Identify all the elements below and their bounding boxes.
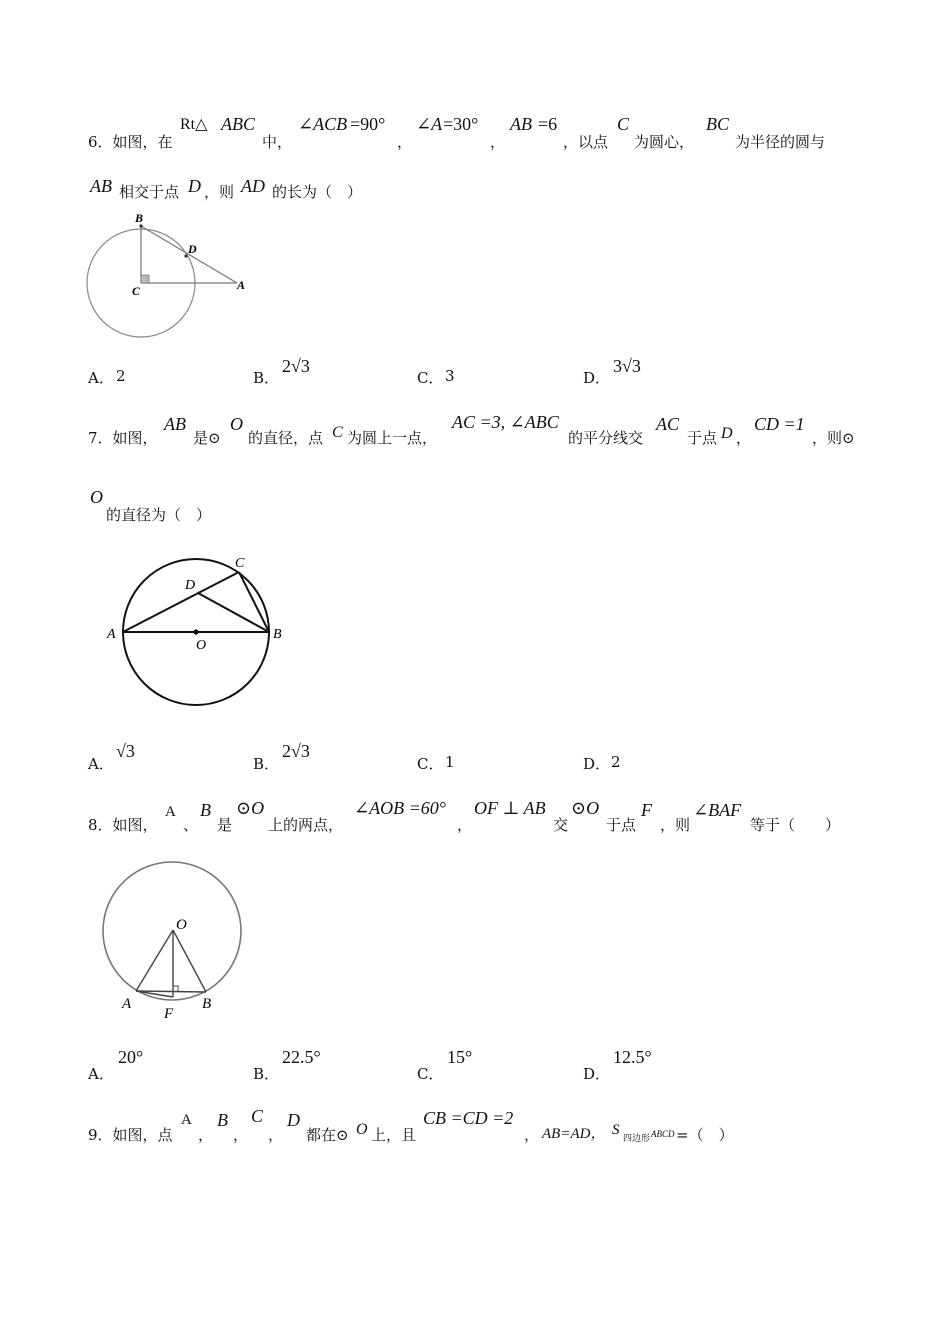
q9-a: A	[181, 1112, 192, 1128]
q9-c: C	[251, 1106, 264, 1126]
q6-zhong: 中，	[262, 133, 293, 151]
q7-label-b: B	[273, 627, 282, 642]
q6-radius: 为半径的圆与	[735, 133, 826, 151]
q6-yidian: ，以点	[563, 133, 609, 151]
q8-circle-o: ⊙O	[236, 798, 265, 818]
q8-f: F	[641, 800, 652, 820]
q8-then: ，则	[660, 816, 691, 834]
q6-right-angle-mark	[141, 275, 149, 283]
q8-label-b: B	[202, 996, 212, 1012]
q8-number: 8．如图，	[88, 816, 158, 834]
q8-b: B	[200, 800, 211, 820]
q9-o: O	[356, 1121, 368, 1138]
q8-option-a-label: A．	[88, 1065, 114, 1083]
q9-all-on: 都在⊙	[306, 1126, 349, 1144]
q6-option-b-label: B．	[253, 369, 280, 387]
q7-option-a-value: √3	[116, 741, 135, 761]
q6-option-c-value: 3	[445, 367, 455, 385]
q9-tail: =（ ）	[676, 1126, 734, 1144]
q6-bc: BC	[706, 114, 730, 134]
q6-label-d: D	[188, 242, 197, 256]
q7-then: ，则⊙	[812, 429, 855, 447]
q9-s: S	[612, 1122, 620, 1138]
q7-chord-ac	[123, 572, 239, 632]
q7-at: 于点	[687, 429, 718, 447]
q6-angle-a: ∠A	[416, 114, 443, 134]
q7-bisector: 的平分线交	[568, 429, 644, 447]
q8-segment-oa	[136, 930, 173, 991]
q8-jiao: 交	[553, 816, 569, 834]
q7-o-2: O	[90, 487, 103, 507]
q7-center-point	[193, 629, 198, 634]
q9-number: 9．如图，点	[88, 1126, 173, 1144]
q6-then: ，则	[204, 183, 235, 201]
q8-option-c-value: 15°	[447, 1047, 473, 1067]
q8-perp: OF ⊥ AB	[474, 798, 546, 818]
q7-comma: ，	[736, 429, 752, 447]
q6-ad: AD	[241, 176, 265, 196]
q8-at: 于点	[606, 816, 637, 834]
q8-angle-aob: ∠AOB =60°	[354, 798, 446, 818]
q6-option-a-value: 2	[116, 367, 126, 385]
q7-diam: 的直径，点	[248, 429, 324, 447]
q6-eq30: =30°	[443, 114, 479, 134]
q6-option-b-value: 2√3	[282, 356, 310, 376]
q6-comma-1: ，	[397, 133, 413, 151]
q7-option-d-value: 2	[611, 753, 621, 771]
q8-on: 上的两点，	[268, 816, 344, 834]
q7-label-o: O	[196, 638, 207, 653]
q6-rt: Rt△	[180, 116, 208, 133]
q6-intersect: 相交于点	[119, 183, 180, 201]
q6-c: C	[617, 114, 630, 134]
q8-segment-ob	[173, 930, 206, 992]
q6-label-b: B	[135, 211, 144, 225]
q9-comma-3: ，	[268, 1126, 284, 1144]
q9-b: B	[217, 1110, 228, 1130]
q9-subscript-abcd: ABCD	[651, 1129, 675, 1139]
q6-abc: ABC	[221, 114, 255, 134]
q7-ac: AC	[656, 414, 680, 434]
q8-comma-1: ，	[457, 816, 473, 834]
q8-option-a-value: 20°	[118, 1047, 144, 1067]
q7-option-c-value: 1	[445, 753, 455, 771]
q7-option-c-label: C．	[417, 755, 444, 773]
q8-option-d-value: 12.5°	[613, 1047, 652, 1067]
q8-right-angle-mark	[173, 986, 178, 991]
q8-label-a: A	[122, 996, 132, 1012]
q6-eq90: =90°	[350, 114, 386, 134]
q6-option-d-label: D．	[583, 369, 611, 387]
q7-figure	[100, 548, 300, 716]
q7-tail: 的直径为（ ）	[106, 506, 212, 524]
q6-center: 为圆心，	[634, 133, 695, 151]
q6-ab: AB	[510, 114, 532, 134]
q6-angle-acb: ∠ACB	[298, 114, 348, 134]
q9-d: D	[287, 1110, 300, 1130]
q9-condition: CB =CD =2	[423, 1108, 514, 1128]
q8-circle-o-2: ⊙O	[571, 798, 600, 818]
q6-eq6: =6	[538, 114, 558, 134]
q6-option-a-label: A．	[88, 369, 114, 387]
q7-on-circle: 为圆上一点，	[347, 429, 438, 447]
q6-label-c: C	[132, 284, 141, 298]
q8-option-d-label: D．	[583, 1065, 611, 1083]
q7-number: 7．如图，	[88, 429, 158, 447]
q7-d: D	[721, 425, 733, 442]
q8-tail: 等于（ ）	[750, 816, 841, 834]
q7-option-b-label: B．	[253, 755, 280, 773]
q9-subscript-cn: 四边形	[623, 1134, 651, 1144]
q7-option-a-label: A．	[88, 755, 114, 773]
q6-comma-2: ，	[490, 133, 506, 151]
q6-option-c-label: C．	[417, 369, 444, 387]
q8-figure	[92, 855, 252, 1025]
q6-ab-2: AB	[90, 176, 112, 196]
q8-option-c-label: C．	[417, 1065, 444, 1083]
q8-segment-ab	[136, 991, 206, 992]
q6-number: 6．如图，在	[88, 133, 173, 151]
q6-tail: 的长为（ ）	[272, 183, 363, 201]
q7-o: O	[230, 414, 243, 434]
q6-figure	[80, 208, 260, 343]
q9-comma-2: ，	[233, 1126, 249, 1144]
q8-sep: 、	[183, 816, 199, 834]
q8-option-b-label: B．	[253, 1065, 280, 1083]
q6-label-a: A	[237, 278, 246, 292]
q7-label-c: C	[235, 556, 245, 571]
q7-is: 是⊙	[193, 429, 221, 447]
q8-label-o: O	[176, 917, 187, 933]
q9-ab-ad: AB=AD，	[542, 1126, 606, 1142]
q7-cd: CD =1	[754, 414, 805, 434]
q9-on: 上，且	[371, 1126, 417, 1144]
q7-option-b-value: 2√3	[282, 741, 310, 761]
q8-is: 是	[217, 816, 233, 834]
q7-label-d: D	[185, 578, 196, 593]
q9-comma-1: ，	[198, 1126, 214, 1144]
q8-option-b-value: 22.5°	[282, 1047, 321, 1067]
q7-option-d-label: D．	[583, 755, 611, 773]
q6-d: D	[188, 176, 201, 196]
q8-a: A	[165, 804, 176, 820]
q7-label-a: A	[107, 627, 116, 642]
q7-ab: AB	[164, 414, 186, 434]
q8-angle-baf: ∠BAF	[693, 800, 742, 820]
q7-condition: AC =3, ∠ABC	[452, 412, 559, 432]
q6-option-d-value: 3√3	[613, 356, 641, 376]
q7-c: C	[332, 424, 343, 441]
q8-label-f: F	[164, 1006, 174, 1022]
q9-comma-4: ，	[524, 1126, 540, 1144]
